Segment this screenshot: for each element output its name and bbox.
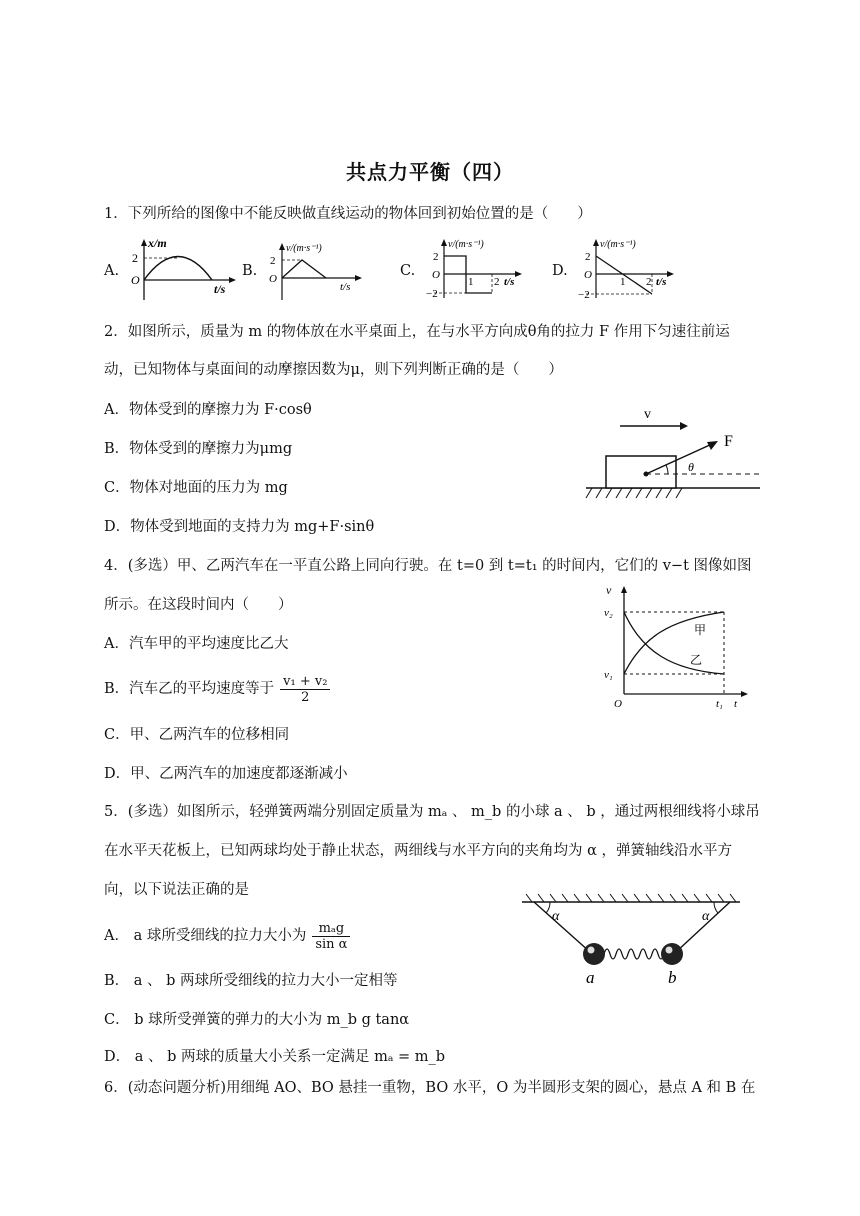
q4-graph-t1-label: t₁ — [716, 698, 723, 710]
q4-graph-t-label: t — [734, 698, 738, 710]
q1-graph-d-xlabel: t/s — [656, 276, 667, 288]
q4-option-d: D．甲、乙两汽车的加速度都逐渐减小 — [104, 766, 348, 782]
q1-graph-b-xlabel: t/s — [340, 281, 351, 293]
q5-stem-line3: 向，以下说法正确的是 — [104, 882, 249, 898]
q1-graph-d-ylabel: v/(m·s⁻¹) — [600, 239, 636, 250]
q4-graph-v1-label: v₁ — [604, 669, 613, 681]
q1-graph-c-ytick: 2 — [433, 251, 439, 263]
q2-option-b: B．物体受到的摩擦力为μmg — [104, 441, 293, 457]
q1-graph-c-x1: 1 — [468, 276, 474, 288]
q4-graph-jia-label: 甲 — [694, 623, 707, 637]
q1-graph-b — [262, 240, 366, 304]
q1-graph-a — [126, 236, 238, 306]
q1-graph-d-ytick: 2 — [585, 251, 591, 263]
q5-option-a — [104, 918, 350, 954]
q4-option-b — [104, 670, 330, 708]
q4-graph-v2-label: v₂ — [604, 607, 613, 619]
q6-stem-line1: 6．(动态问题分析)用细绳 AO、BO 悬挂一重物，BO 水平，O 为半圆形支架的圆心，悬点 A 和 B 在 — [104, 1080, 756, 1096]
q5-option-d: D． a 、 b 两球的质量大小关系一定满足 mₐ = m_b — [104, 1049, 446, 1065]
q5-option-a-text: A． a 球所受细线的拉力大小为 — [104, 928, 307, 944]
page-title: 共点力平衡（四） — [346, 160, 514, 184]
q1-graph-d-x2: 2 — [646, 276, 652, 288]
q4-option-a: A．汽车甲的平均速度比乙大 — [104, 636, 289, 652]
q1-graph-c-yneg: −2 — [426, 288, 438, 300]
q5-option-c: C． b 球所受弹簧的弹力的大小为 m_b g tanα — [104, 1012, 410, 1028]
q1-option-d-label: D. — [552, 263, 568, 279]
q2-option-c: C．物体对地面的压力为 mg — [104, 480, 288, 496]
q1-option-a-label: A. — [104, 263, 120, 279]
q1-option-c-label: C. — [400, 263, 416, 279]
q1-graph-a-xlabel: t/s — [214, 282, 226, 296]
q4-stem-line2: 所示。在这段时间内（ ） — [104, 597, 293, 613]
q5-figure-ball-a-label: a — [586, 968, 595, 987]
q5-stem-line2: 在水平天花板上，已知两球均处于静止状态，两细线与水平方向的夹角均为 α ，弹簧轴线沿水平方 — [104, 843, 733, 859]
q1-graph-c — [420, 236, 528, 300]
q4-vt-graph — [602, 582, 752, 712]
q1-stem: 1．下列所给的图像中不能反映做直线运动的物体回到初始位置的是（ ） — [104, 206, 592, 222]
q1-option-b-label: B. — [242, 263, 258, 279]
q5-figure-alpha-right: α — [702, 909, 710, 924]
q1-graph-c-origin: O — [432, 269, 440, 281]
q1-graph-d-x1: 1 — [620, 276, 626, 288]
q1-graph-c-xlabel: t/s — [504, 276, 515, 288]
q4-stem-line1: 4．(多选）甲、乙两汽车在一平直公路上同向行驶。在 t=0 到 t=t₁ 的时间内，它们的 v−t 图像如图 — [104, 558, 752, 574]
q5-option-b: B． a 、 b 两球所受细线的拉力大小一定相等 — [104, 973, 398, 989]
q1-graph-a-ylabel: x/m — [148, 236, 167, 250]
q4-option-b-fraction — [280, 674, 330, 705]
q5-option-a-numerator: mₐg — [312, 921, 350, 937]
q4-option-b-denominator: 2 — [301, 689, 310, 705]
q2-figure-v-label: v — [644, 407, 651, 422]
q1-graph-b-origin: O — [269, 273, 277, 285]
q1-graph-b-ytick: 2 — [270, 255, 276, 267]
q2-option-a: A．物体受到的摩擦力为 F·cosθ — [104, 402, 312, 418]
q2-option-d: D．物体受到地面的支持力为 mg+F·sinθ — [104, 519, 375, 535]
q4-graph-yi-label: 乙 — [690, 653, 703, 667]
q1-graph-d-yneg: −2 — [578, 289, 590, 300]
q4-option-c: C．甲、乙两汽车的位移相同 — [104, 727, 290, 743]
q1-graph-a-origin: O — [131, 273, 140, 287]
q5-figure-spring-balls — [518, 890, 744, 990]
q1-graph-b-ylabel: v/(m·s⁻¹) — [286, 243, 322, 254]
q5-option-a-fraction — [312, 921, 350, 952]
q5-stem-line1: 5．(多选）如图所示，轻弹簧两端分别固定质量为 mₐ 、 m_b 的小球 a 、 b ，通过两根细线将小球吊 — [104, 804, 760, 820]
q1-graph-a-ytick: 2 — [132, 251, 138, 265]
q2-stem-line1: 2．如图所示，质量为 m 的物体放在水平桌面上，在与水平方向成θ角的拉力 F 作用下匀速往前运 — [104, 324, 730, 340]
q2-stem-line2: 动，已知物体与桌面间的动摩擦因数为μ，则下列判断正确的是（ ） — [104, 362, 563, 378]
q1-graph-d — [572, 236, 680, 300]
q2-figure-block-on-surface — [584, 400, 764, 510]
q1-graph-c-x2: 2 — [494, 276, 500, 288]
q2-figure-F-label: F — [724, 433, 733, 450]
q4-option-b-text: B．汽车乙的平均速度等于 — [104, 681, 275, 697]
q5-figure-ball-b-label: b — [668, 968, 677, 987]
q4-graph-origin-label: O — [614, 698, 622, 710]
q2-figure-theta-label: θ — [688, 460, 694, 474]
q5-figure-alpha-left: α — [552, 909, 560, 924]
q4-option-b-numerator: v₁ + v₂ — [280, 674, 330, 690]
q4-graph-v-label: v — [606, 583, 612, 597]
q5-option-a-denominator: sin α — [315, 936, 348, 952]
q1-graph-d-origin: O — [584, 269, 592, 281]
q1-graph-c-ylabel: v/(m·s⁻¹) — [448, 239, 484, 250]
